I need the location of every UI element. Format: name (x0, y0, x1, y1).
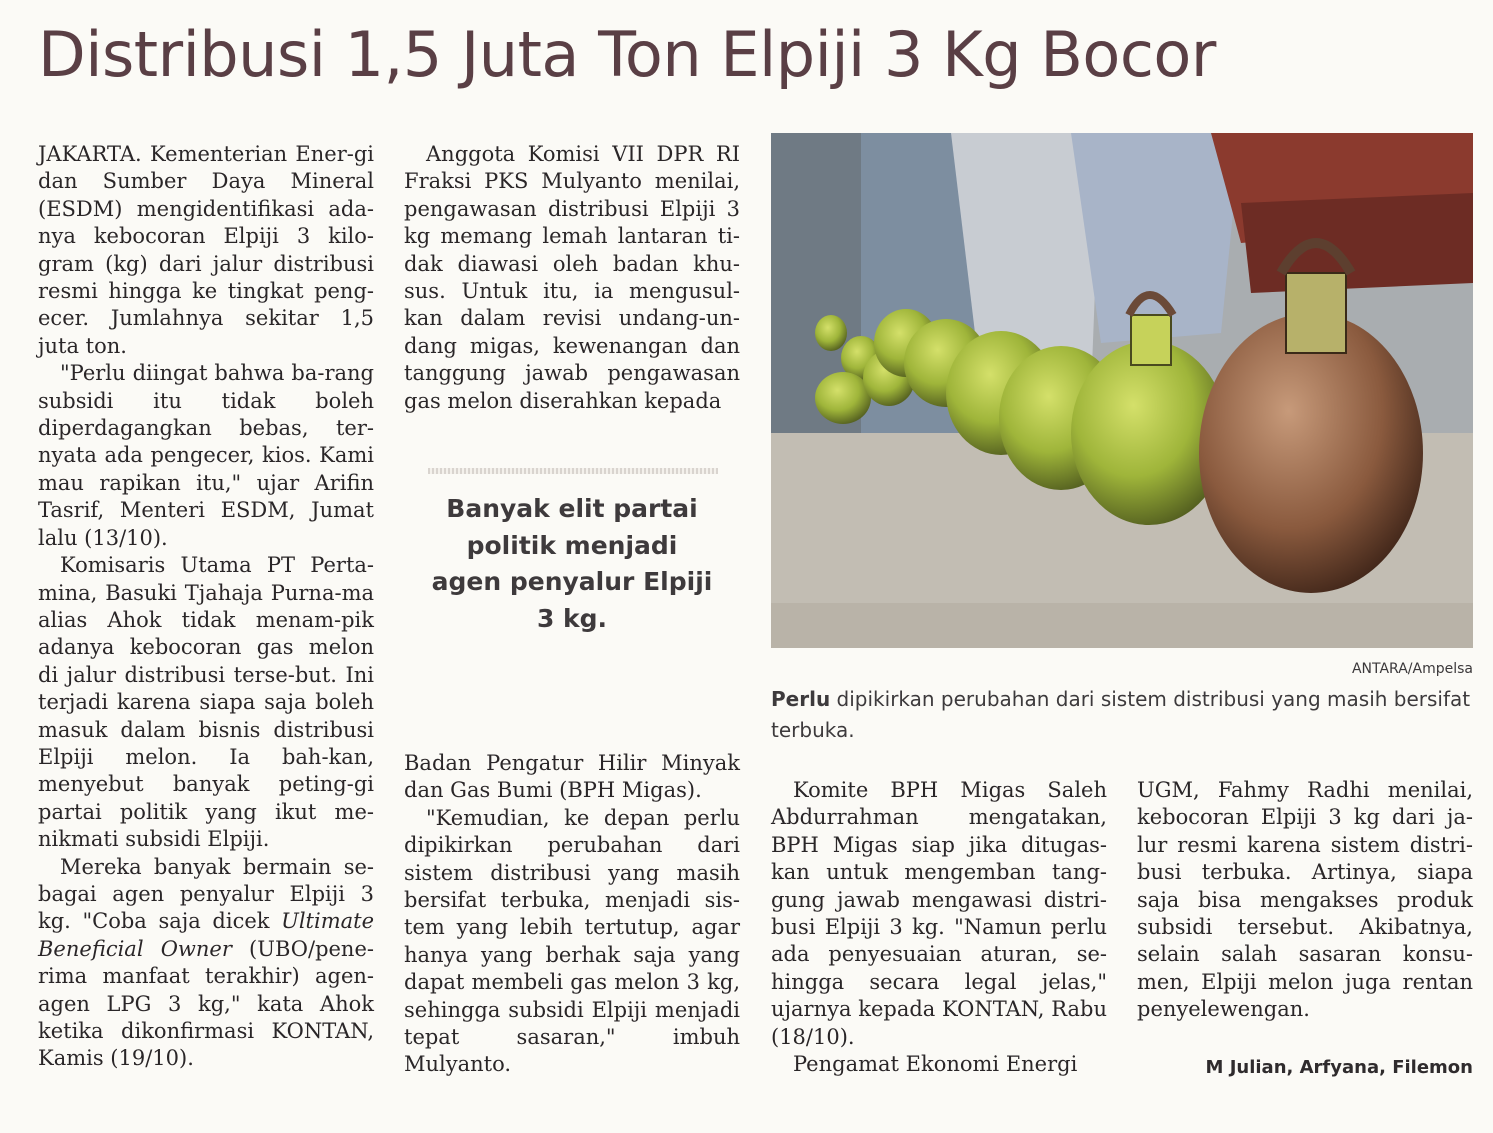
article-column-3 (771, 777, 1107, 1078)
paragraph: "Perlu diingat bahwa ba-rang subsidi itu tidak boleh diperdagangkan bebas, ter-nyata ada pengecer, kios. Kami mau rapikan itu," ujar Arifin Tasrif, Menteri ESDM, Jumat lalu (13/10). (38, 361, 374, 550)
paragraph: JAKARTA. Kementerian Ener-gi dan Sumber Daya Mineral (ESDM) mengidentifikasi ada-nya kebocoran Elpiji 3 kilo-gram (kg) dari jalur distribusi resmi hingga ke tingkat peng-ecer. Jumlahnya sekitar 1,5 juta ton. (38, 142, 374, 358)
paragraph: Pengamat Ekonomi Energi (793, 1052, 1078, 1077)
paragraph: Komite BPH Migas Saleh Abdurrahman mengatakan, BPH Migas siap jika ditugas-kan untuk mengemban tang-gung jawab mengawasi distri-busi Elpiji 3 kg. "Namun perlu ada penyesuaian aturan, se-hingga secara legal jelas," ujarnya kepada KONTAN, Rabu (18/10). (771, 778, 1107, 1049)
italic-term: Ultimate Beneficial Owner (38, 909, 374, 961)
news-photo (771, 133, 1473, 648)
pull-quote-rule (428, 468, 718, 474)
gas-cylinder-queue-illustration (771, 133, 1473, 648)
paragraph-text: Mereka banyak bermain se-bagai agen penyalur Elpiji 3 kg. "Coba saja dicek (38, 854, 374, 934)
byline: M Julian, Arfyana, Filemon (1205, 1057, 1473, 1078)
paragraph: UGM, Fahmy Radhi menilai, kebocoran Elpiji 3 kg dari ja-lur resmi karena sistem distri-busi terbuka. Artinya, siapa saja bisa mengakses produk subsidi tersebut. Akibatnya, selain salah sasaran konsu-men, Elpiji melon juga rentan penyelewengan. (1137, 778, 1473, 1022)
article-column-1 (38, 141, 374, 1073)
paragraph: "Kemudian, ke depan perlu dipikirkan perubahan dari sistem distribusi yang masih bersifat terbuka, menjadi sis-tem yang lebih tertutup, agar hanya yang berhak saja yang dapat membeli gas melon 3 kg, sehingga subsidi Elpiji menjadi tepat sasaran," imbuh Mulyanto. (404, 805, 740, 1077)
photo-caption (771, 684, 1473, 746)
paragraph (38, 854, 374, 1073)
paragraph-text: (UBO/pene-rima manfaat terakhir) agen-agen LPG 3 kg," kata Ahok ketika dikonfirmasi KONTAN, Kamis (19/10). (38, 936, 374, 1071)
paragraph: Komisaris Utama PT Perta-mina, Basuki Tjahaja Purna-ma alias Ahok tidak menam-pik adanya kebocoran gas melon di jalur distribusi terse-but. Ini terjadi karena siapa saja boleh masuk dalam bisnis distribusi Elpiji melon. Ia bah-kan, menyebut banyak peting-gi partai politik yang ikut me-nikmati subsidi Elpiji. (38, 553, 374, 852)
article-column-4 (1137, 777, 1473, 1024)
paragraph: Badan Pengatur Hilir Minyak dan Gas Bumi (BPH Migas). (404, 751, 740, 803)
photo-credit: ANTARA/Ampelsa (1351, 661, 1473, 677)
article-column-2-bottom (404, 750, 740, 1079)
caption-text: dipikirkan perubahan dari sistem distribusi yang masih bersifat terbuka. (771, 687, 1471, 742)
pull-quote: Banyak elit partai politik menjadi agen penyalur Elpiji 3 kg. (431, 494, 713, 633)
caption-lead: Perlu (771, 687, 831, 711)
paragraph: Anggota Komisi VII DPR RI Fraksi PKS Mulyanto menilai, pengawasan distribusi Elpiji 3 kg memang lemah lantaran ti-dak diawasi oleh badan khu-sus. Untuk itu, ia mengusul-kan dalam revisi undang-un-dang migas, kewenangan dan tanggung jawab pengawasan gas melon diserahkan kepada (404, 142, 740, 413)
article-column-2-top (404, 141, 740, 415)
headline: Distribusi 1,5 Juta Ton Elpiji 3 Kg Bocor (38, 18, 1216, 91)
